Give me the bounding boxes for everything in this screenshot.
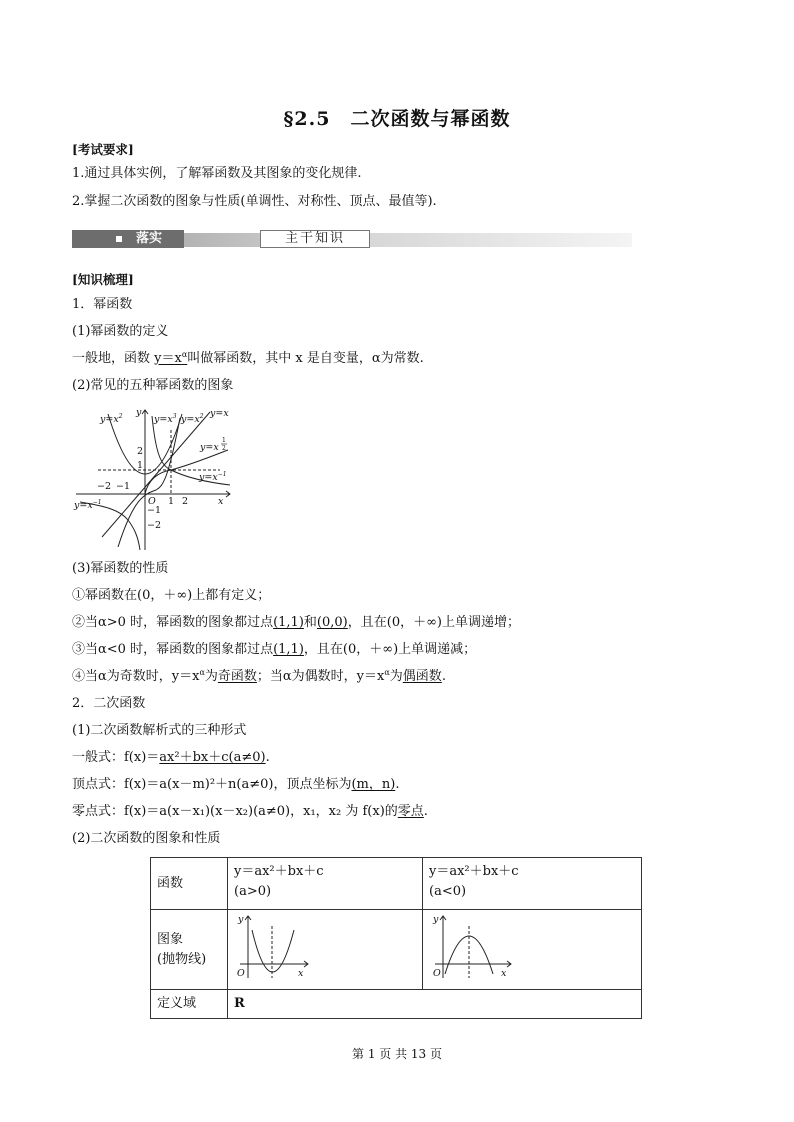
tick-y-1: 1 [137,460,144,471]
tick-y-minus1: −1 [147,505,162,516]
tick-x-minus2: −2 [97,481,112,492]
label-y-x-inv-right: $y=x^{-1}$ [199,471,227,483]
row-label-function: 函数 [151,858,228,910]
power-definition: 一般地，函数 $y=x^\alpha$叫做幂函数，其中 x 是自变量，α为常数. [72,350,424,366]
page-footer: 第 1 页 共 13 页 [352,1047,442,1061]
power-prop-4: ④当α为奇数时，$y=x^\alpha$为奇函数；当α为偶数时，$y=x^\alpha$为偶函数. [72,668,446,684]
label-y-x2-right: $y=x^2$ [181,413,204,425]
requirement-2: 2.掌握二次函数的图象与性质(单调性、对称性、顶点、最值等). [72,194,437,209]
svg-text:O: O [237,968,245,979]
power-function-graph [70,402,245,552]
upward-parabola-graph [234,912,314,980]
label-y-x: y=x [210,408,229,419]
cell-upward-function: y＝ax²＋bx＋c (a>0) [228,858,423,910]
origin-label: O [148,496,156,507]
svg-text:y: y [238,914,244,925]
cell-downward-graph [423,910,642,990]
power-prop-1: ①幂函数在(0，＋∞)上都有定义； [72,588,271,603]
tick-x-minus1: −1 [116,481,131,492]
label-y-x-half: y=x [200,442,219,453]
quad-vertex-form: 顶点式：f(x)＝a(x－m)²＋n(a≠0)，顶点坐标为(m，n). [72,777,400,792]
square-icon [116,236,122,242]
table-row [151,858,642,910]
power-prop-3: ③当α<0 时，幂函数的图象都过点(1,1)，且在(0，＋∞)上单调递减； [72,642,477,657]
svg-text:x: x [298,968,304,979]
svg-text:2: 2 [222,445,226,452]
page-title: §2.5 二次函数与幂函数 [283,108,511,130]
row-label-graph: 图象 (抛物线) [151,910,228,990]
axis-y-label: y [136,407,142,418]
axis-x-label: x [218,496,224,507]
downward-parabola-graph [429,912,519,980]
quad-heading: 2．二次函数 [72,696,146,711]
banner-dark-label: 落实 [136,231,163,246]
table-row [151,910,642,990]
power-graph-heading: (2)常见的五种幂函数的图象 [72,378,234,393]
cell-domain-value: R [228,990,642,1019]
banner-dark-block [72,230,184,248]
svg-text:O: O [433,968,441,979]
svg-text:y: y [433,914,439,925]
quad-general-form: 一般式：f(x)＝ax²＋bx＋c(a≠0). [72,750,270,765]
label-y-x3: $y=x^3$ [154,413,177,425]
row-label-domain: 定义域 [151,990,228,1019]
power-prop-2: ②当α>0 时，幂函数的图象都过点(1,1)和(0,0)，且在(0，＋∞)上单调递增； [72,615,520,630]
svg-text:x: x [501,968,507,979]
cell-downward-function: y＝ax²＋bx＋c (a<0) [423,858,642,910]
requirement-1: 1.通过具体实例，了解幂函数及其图象的变化规律. [72,166,362,181]
power-def-heading: (1)幂函数的定义 [72,324,169,339]
cell-upward-graph [228,910,423,990]
quad-forms-heading: (1)二次函数解析式的三种形式 [72,723,247,738]
quad-graph-heading: (2)二次函数的图象和性质 [72,831,221,846]
power-def-formula: $y=x^\alpha$ [154,350,188,366]
table-row [151,990,642,1019]
tick-y-minus2: −2 [147,520,162,531]
banner-light-label: 主干知识 [260,230,370,248]
tick-x-2: 2 [182,496,189,507]
exam-requirements-tag: [考试要求] [72,142,134,157]
label-y-x2-left: $y=x^2$ [100,413,123,425]
tick-x-1: 1 [168,496,175,507]
quad-zero-form: 零点式：f(x)＝a(x－x₁)(x－x₂)(a≠0)，x₁，x₂ 为 f(x)的零点. [72,804,428,819]
power-props-heading: (3)幂函数的性质 [72,561,169,576]
section-banner [72,230,632,249]
power-heading: 1．幂函数 [72,297,133,312]
half-fraction [221,437,227,452]
knowledge-tag: [知识梳理] [72,272,134,287]
label-y-x-inv-left: $y=x^{-1}$ [74,499,102,511]
svg-text:1: 1 [222,437,226,444]
quadratic-properties-table [150,857,642,1019]
tick-y-2: 2 [137,446,144,457]
curve-identity [102,412,210,537]
